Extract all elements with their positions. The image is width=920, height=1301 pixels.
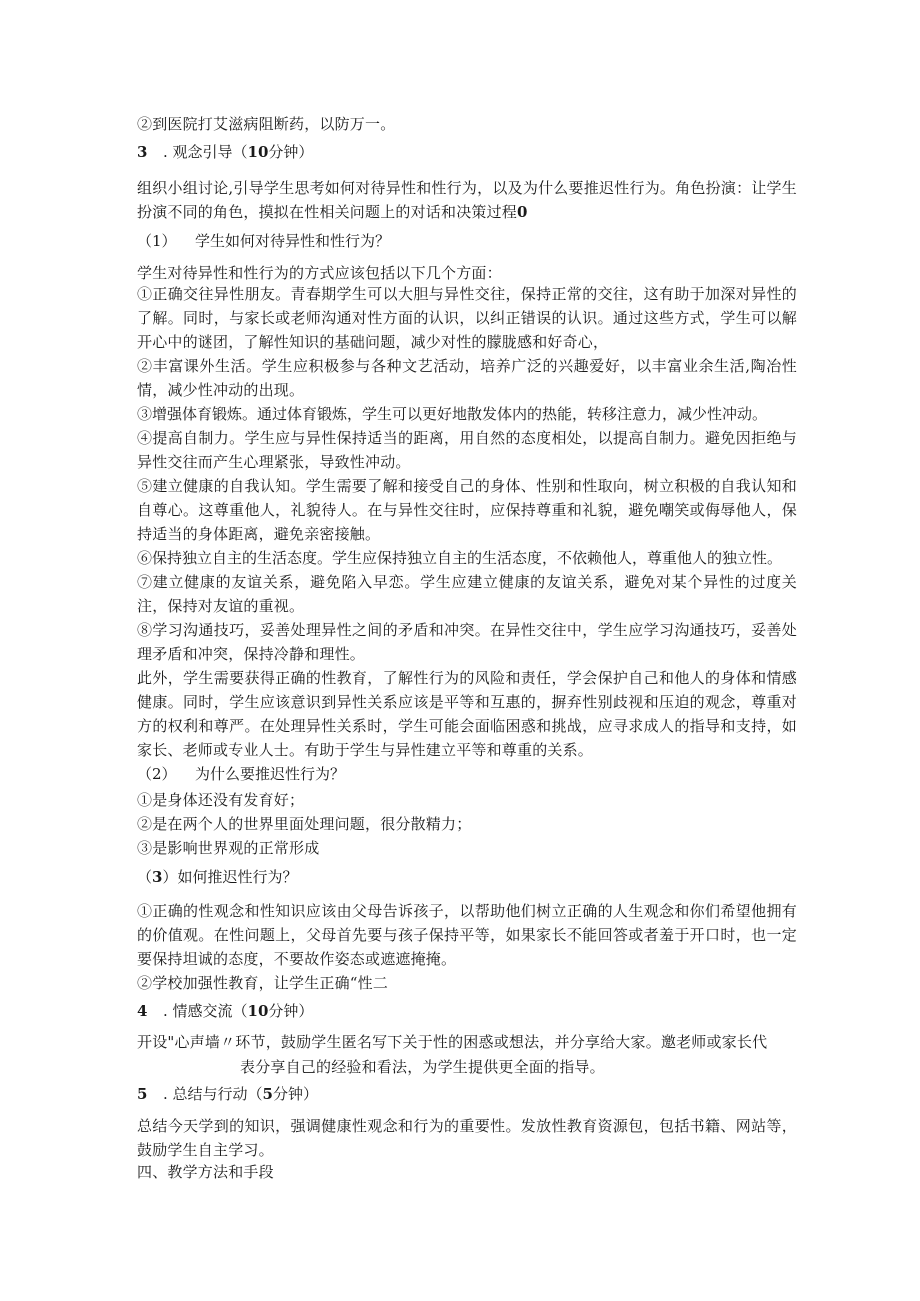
subheading-text: 为什么要推迟性行为？ — [195, 765, 346, 783]
paragraph-summary: 总结今天学到的知识，强调健康性观念和行为的重要性。发放性教育资源包，包括书籍、网站等，鼓励学生自主学习。 — [137, 1117, 797, 1159]
paragraph-q2-reason-1: ①是身体还没有发育好； — [137, 791, 305, 809]
heading-title: . 观念引导（ — [163, 143, 248, 161]
subheading-text: ）如何推迟性行为？ — [162, 868, 298, 886]
subheading-marker: （1） — [137, 232, 177, 250]
paragraph-heart-wall-line-2: 表分享自己的经验和看法，为学生提供更全面的指导。 — [240, 1058, 605, 1076]
paragraph-text: 组织小组讨论,引导学生思考如何对待异性和性行为，以及为什么要推迟性行为。角色扮演：让学生扮演不同的角色，摸拟在性相关问题上的对话和决策过程 — [137, 179, 797, 221]
heading-summary-action — [137, 1082, 318, 1106]
subheading-marker: （2） — [137, 765, 177, 783]
heading-title: . 总结与行动（ — [163, 1085, 263, 1103]
heading-number: 5 — [137, 1085, 148, 1103]
heading-emotional-exchange — [137, 999, 313, 1023]
subheading-question-3 — [137, 865, 297, 889]
paragraph-q1-item-5: ⑤建立健康的自我认知。学生需要了解和接受自己的身体、性别和性取向，树立积极的自我认知和自尊心。这尊重他人，礼貌待人。在与异性交往时，应保持尊重和礼貌，避免嘲笑或侮辱他人，保持适当的身体距离，避免亲密接触。 — [137, 477, 797, 543]
paragraph-q1-item-8: ⑧学习沟通技巧，妥善处理异性之间的矛盾和冲突。在异性交往中，学生应学习沟通技巧，妥善处理矛盾和冲突，保持冷静和理性。 — [137, 621, 797, 663]
paragraph-q1-item-3: ③增强体育锻炼。通过体育锻炼，学生可以更好地散发体内的热能，转移注意力，减少性冲动。 — [137, 405, 768, 423]
heading-duration-number: 10 — [247, 1002, 269, 1020]
heading-duration-unit: 分钟） — [268, 143, 314, 161]
heading-title: . 情感交流（ — [163, 1002, 248, 1020]
subheading-open-paren: （ — [137, 868, 153, 886]
heading-concept-guidance — [137, 140, 313, 164]
paragraph-q1-item-2: ②丰富课外生活。学生应积极参与各种文艺活动，培养广泛的兴趣爱好，以丰富业余生活,陶冶性情，减少性冲动的出现。 — [137, 357, 797, 399]
paragraph-hiv-blocker: ②到医院打艾滋病阻断药，以防万一。 — [137, 115, 396, 133]
paragraph-group-discussion — [137, 176, 797, 224]
paragraph-q2-reason-3: ③是影响世界观的正常形成 — [137, 839, 320, 857]
heading-number: 4 — [137, 1002, 148, 1020]
paragraph-end-mark: 0 — [517, 203, 528, 221]
heading-number: 3 — [137, 143, 148, 161]
paragraph-q1-intro: 学生对待异性和性行为的方式应该包括以下几个方面： — [137, 264, 502, 282]
heading-duration-unit: 分钟） — [268, 1002, 314, 1020]
paragraph-q1-item-1: ①正确交往异性朋友。青春期学生可以大胆与异性交往，保持正常的交往，这有助于加深对异性的了解。同时，与家长或老师沟通对性方面的认识，以纠正错误的认识。通过这些方式，学生可以解开心中的谜团，了解性知识的基础问题，减少对性的朦胧感和好奇心， — [137, 285, 797, 351]
paragraph-q3-item-1: ①正确的性观念和性知识应该由父母告诉孩子，以帮助他们树立正确的人生观念和你们希望他拥有的价值观。在性问题上，父母首先要与孩子保持平等，如果家长不能回答或者羞于开口时，也一定要保持坦诚的态度，不要故作姿态或遮遮掩掩。 — [137, 902, 797, 968]
paragraph-q3-item-2: ②学校加强性教育，让学生正确“性二 — [137, 974, 389, 992]
heading-duration-unit: 分钟） — [272, 1085, 318, 1103]
subheading-number: 3 — [152, 868, 163, 886]
paragraph-q2-reason-2: ②是在两个人的世界里面处理问题，很分散精力； — [137, 815, 472, 833]
subheading-text: 学生如何对待异性和性行为？ — [195, 232, 391, 250]
subheading-question-1 — [137, 229, 390, 253]
paragraph-heart-wall-line-1: 开设"心声墙〃环节，鼓励学生匿名写下关于性的困惑或想法，并分享给大家。邀老师或家长代 — [137, 1033, 768, 1051]
section-heading-teaching-methods: 四、教学方法和手段 — [137, 1163, 274, 1181]
paragraph-q1-item-7: ⑦建立健康的友谊关系，避免陷入早恋。学生应建立健康的友谊关系，避免对某个异性的过度关注，保持对友谊的重视。 — [137, 573, 797, 615]
paragraph-q1-item-4: ④提高自制力。学生应与异性保持适当的距离，用自然的态度相处，以提高自制力。避免因拒绝与异性交往而产生心理紧张，导致性冲动。 — [137, 429, 797, 471]
heading-duration-number: 5 — [262, 1085, 273, 1103]
paragraph-q1-summary: 此外，学生需要获得正确的性教育，了解性行为的风险和责任，学会保护自己和他人的身体和情感健康。同时，学生应该意识到异性关系应该是平等和互惠的，摒弃性别歧视和压迫的观念，尊重对方的权利和尊严。在处理异性关系时，学生可能会面临困惑和挑战，应寻求成人的指导和支持，如家长、老师或专业人士。有助于学生与异性建立平等和尊重的关系。 — [137, 669, 797, 759]
paragraph-q1-item-6: ⑥保持独立自主的生活态度。学生应保持独立自主的生活态度，不依赖他人，尊重他人的独立性。 — [137, 549, 783, 567]
subheading-question-2 — [137, 762, 345, 786]
heading-duration-number: 10 — [247, 143, 269, 161]
